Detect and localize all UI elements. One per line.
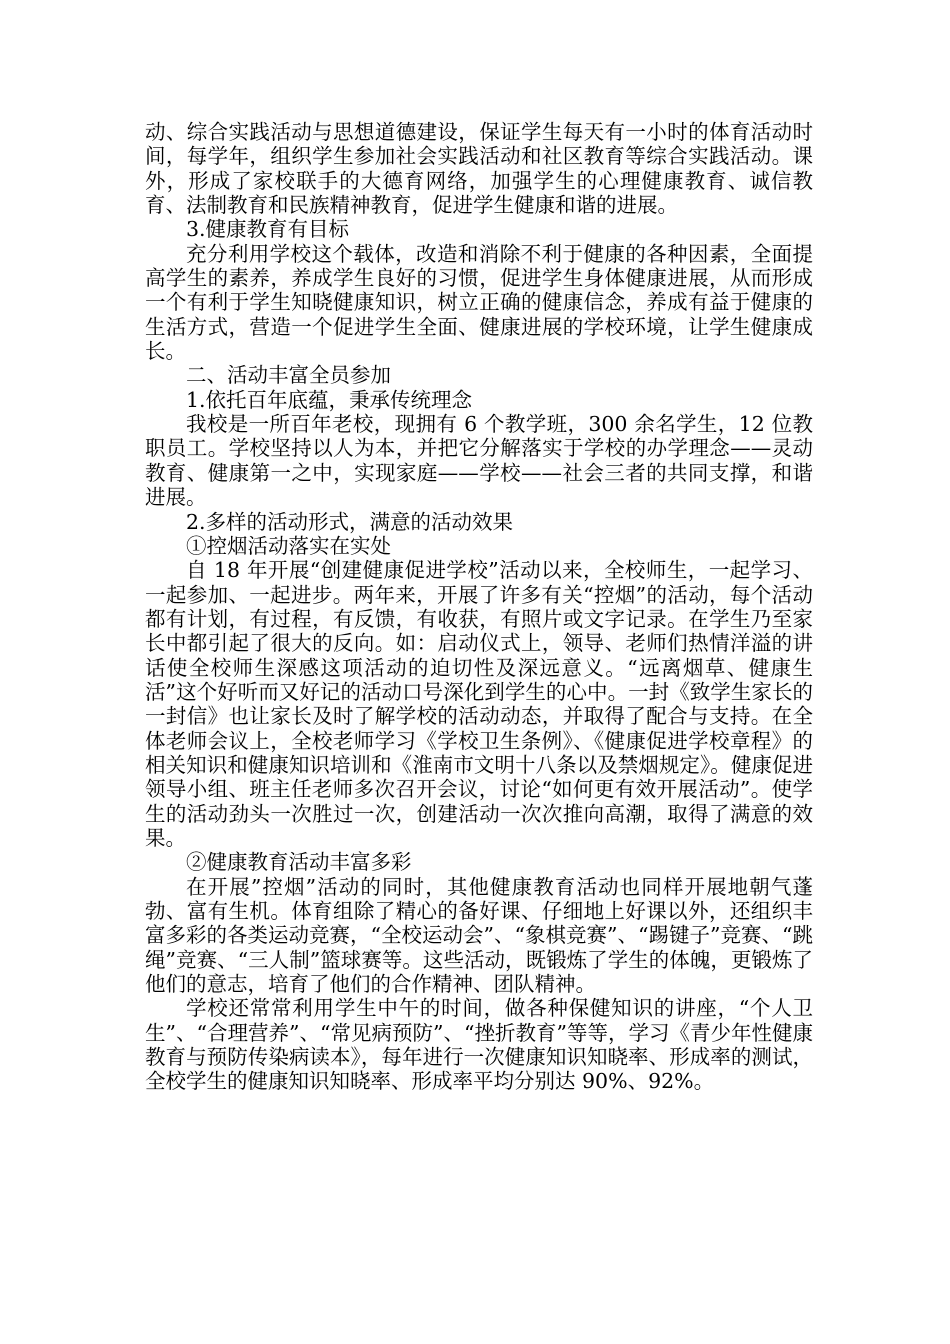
paragraph-sports-activities: 在开展”控烟”活动的同时，其他健康教育活动也同样开展地朝气蓬勃、富有生机。体育组除了精心的备好课、仔细地上好课以外，还组织丰富多彩的各类运动竞赛，“全校运动会”、“象棋竞赛”、“踢键子”竞赛、“跳绳”竞赛、“三人制”篮球赛等。这些活动，既锻炼了学生的体魄，更锻炼了他们的意志，培育了他们的合作精神、团队精神。 bbox=[145, 874, 813, 997]
paragraph-health-lectures: 学校还常常利用学生中午的时间，做各种保健知识的讲座，“个人卫生”、“合理营养”、“常见病预防”、“挫折教育”等等，学习《青少年性健康教育与预防传染病读本》，每年进行一次健康知识知晓率、形成率的测试，全校学生的健康知识知晓率、形成率平均分别达 90%、92%。 bbox=[145, 996, 813, 1094]
heading-activity-forms: 2.多样的活动形式，满意的活动效果 bbox=[186, 509, 514, 534]
heading-century-tradition: 1.依托百年底蕴，秉承传统理念 bbox=[186, 387, 473, 412]
heading-section-two: 二、活动丰富全员参加 bbox=[186, 363, 391, 388]
paragraph-school-profile: 我校是一所百年老校，现拥有 6 个教学班，300 余名学生，12 位教职员工。学校坚持以人为本，并把它分解落实于学校的办学理念——灵动教育、健康第一之中，实现家庭——学校——社会三者的共同支撑，和谐进展。 bbox=[145, 412, 813, 510]
heading-health-goals: 3.健康教育有目标 bbox=[186, 217, 350, 242]
paragraph-health-goals: 充分利用学校这个载体，改造和消除不利于健康的各种因素，全面提高学生的素养，养成学生良好的习惯，促进学生身体健康进展，从而形成一个有利于学生知晓健康知识，树立正确的健康信念，养成有益于健康的生活方式，营造一个促进学生全面、健康进展的学校环境，让学生健康成长。 bbox=[145, 241, 813, 364]
heading-smoking-control: ①控烟活动落实在实处 bbox=[186, 533, 391, 558]
paragraph-continuation: 动、综合实践活动与思想道德建设，保证学生每天有一小时的体育活动时间，每学年，组织学生参加社会实践活动和社区教育等综合实践活动。课外，形成了家校联手的大德育网络，加强学生的心理健康教育、诚信教育、法制教育和民族精神教育，促进学生健康和谐的进展。 bbox=[145, 120, 813, 218]
paragraph-smoking-control: 自 18 年开展“创建健康促进学校”活动以来，全校师生，一起学习、一起参加、一起进步。两年来，开展了许多有关“控烟”的活动，每个活动都有计划，有过程，有反馈，有收获，有照片或文字记录。在学生乃至家长中都引起了很大的反向。如：启动仪式上，领导、老师们热情洋溢的讲话使全校师生深感这项活动的迫切性及深远意义。“远离烟草、健康生活”这个好听而又好记的活动口号深化到学生的心中。一封《致学生家长的一封信》也让家长及时了解学校的活动动态，并取得了配合与支持。在全体老师会议上，全校老师学习《学校卫生条例》、《健康促进学校章程》的相关知识和健康知识培训和《淮南市文明十八条以及禁烟规定》。健康促进领导小组、班主任老师多次召开会议，讨论“如何更有效开展活动”。使学生的活动劲头一次胜过一次，创建活动一次次推向高潮，取得了满意的效果。 bbox=[145, 558, 813, 850]
document-page bbox=[145, 120, 813, 1094]
heading-health-activities: ②健康教育活动丰富多彩 bbox=[186, 850, 412, 875]
